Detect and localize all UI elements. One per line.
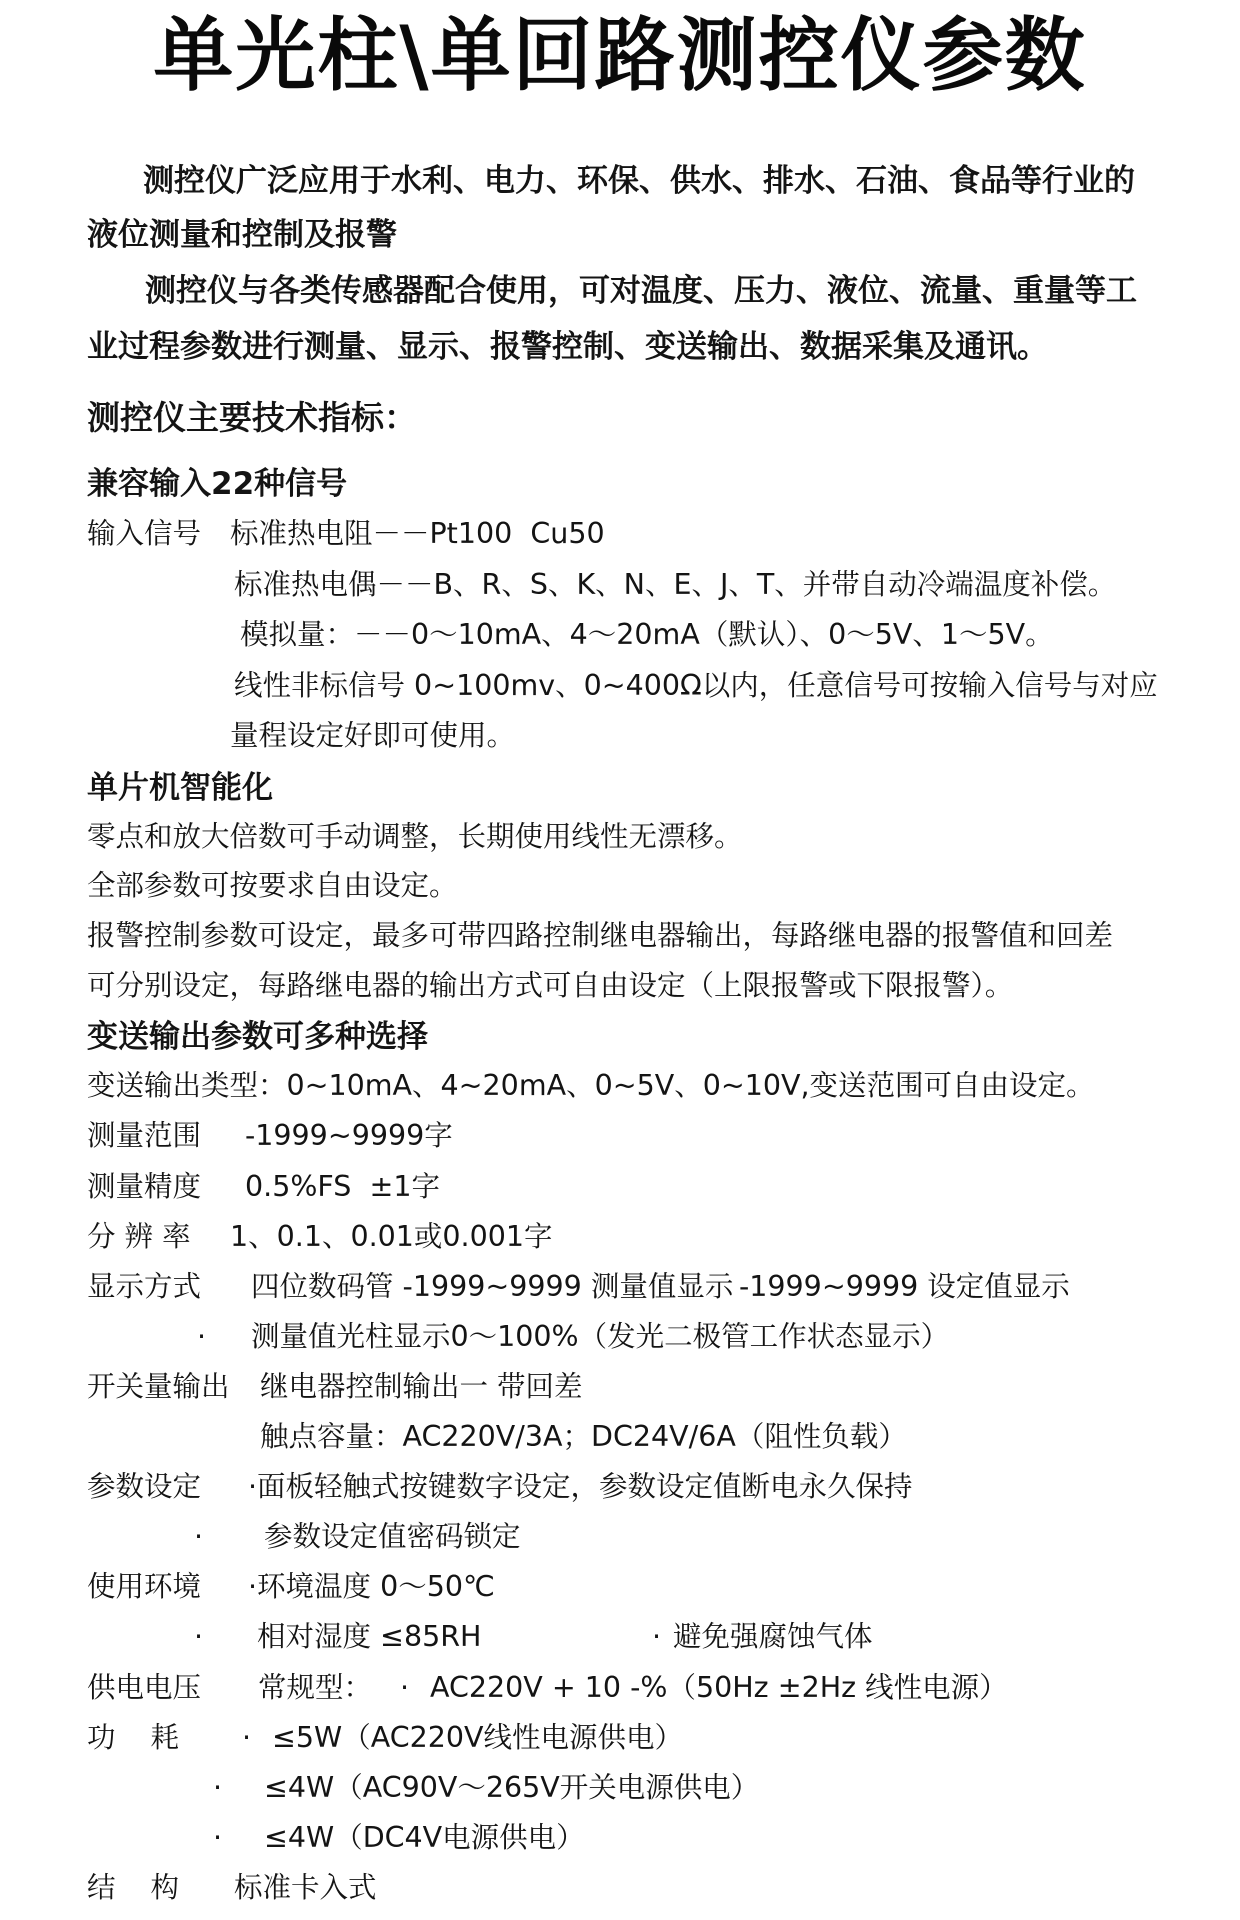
environment-value-3: 避免强腐蚀气体 [673, 1620, 873, 1653]
mcu-line-1: 零点和放大倍数可手动调整，长期使用线性无漂移。 [87, 820, 743, 853]
param-setting-bullet: · [194, 1520, 204, 1553]
display-value-a: 四位数码管 -1999~9999 测量值显示 [251, 1270, 734, 1303]
input-signal-line-2: 标准热电偶－－B、R、S、K、N、E、J、T、并带自动冷端温度补偿。 [234, 568, 1117, 601]
input-signal-label: 输入信号 [87, 517, 202, 550]
input-signal-line-5: 量程设定好即可使用。 [230, 719, 516, 752]
structure-value: 标准卡入式 [234, 1871, 377, 1904]
intro-line-3: 测控仪与各类传感器配合使用，可对温度、压力、液位、流量、重量等工 [145, 273, 1137, 309]
display-label: 显示方式 [87, 1270, 202, 1303]
accuracy-label: 测量精度 [87, 1170, 202, 1203]
consumption-value-2: ≤4W（AC90V～265V开关电源供电） [264, 1771, 760, 1804]
resolution-label: 分 辨 率 [87, 1220, 191, 1253]
input-signal-line-3: 模拟量：－－0～10mA、4～20mA（默认）、0～5V、1～5V。 [240, 618, 1054, 651]
display-value-b: -1999~9999 设定值显示 [739, 1270, 1070, 1303]
mcu-line-3: 报警控制参数可设定，最多可带四路控制继电器输出，每路继电器的报警值和回差 [87, 919, 1114, 952]
display-value-c: 测量值光柱显示0～100%（发光二极管工作状态显示） [251, 1320, 950, 1353]
param-setting-value-2: 参数设定值密码锁定 [264, 1520, 521, 1553]
consumption-label: 功 耗 [87, 1721, 180, 1754]
power-supply-value: AC220V + 10 -%（50Hz ±2Hz 线性电源） [430, 1671, 1008, 1704]
intro-line-1: 测控仪广泛应用于水利、电力、环保、供水、排水、石油、食品等行业的 [143, 163, 1135, 199]
environment-value-2: 相对湿度 ≤85RH [257, 1620, 482, 1653]
consumption-bullet-1: · [242, 1721, 252, 1754]
resolution-value: 1、0.1、0.01或0.001字 [230, 1220, 553, 1253]
switch-output-value: 继电器控制输出一 带回差 [260, 1370, 583, 1403]
param-setting-value: ·面板轻触式按键数字设定，参数设定值断电永久保持 [248, 1470, 913, 1503]
switch-output-label: 开关量输出 [87, 1370, 230, 1403]
display-bullet: · [197, 1320, 207, 1353]
power-supply-label: 供电电压 [87, 1671, 202, 1704]
input-signal-line-1: 标准热电阻－－Pt100 Cu50 [230, 517, 605, 550]
consumption-value-1: ≤5W（AC220V线性电源供电） [272, 1721, 683, 1754]
structure-label: 结 构 [87, 1871, 180, 1904]
spec-heading: 测控仪主要技术指标： [87, 398, 417, 437]
power-supply-bullet: · [400, 1671, 410, 1704]
input-section-heading: 兼容输入22种信号 [87, 466, 348, 502]
environment-bullet-2: · [652, 1620, 662, 1653]
param-setting-label: 参数设定 [87, 1470, 202, 1503]
switch-output-value-2: 触点容量：AC220V/3A；DC24V/6A（阻性负载） [260, 1420, 907, 1453]
page-title: 单光柱\单回路测控仪参数 [153, 9, 1087, 102]
mcu-section-heading: 单片机智能化 [87, 770, 273, 806]
transmit-section-heading: 变送输出参数可多种选择 [87, 1019, 428, 1055]
consumption-value-3: ≤4W（DC4V电源供电） [264, 1821, 585, 1854]
intro-line-4: 业过程参数进行测量、显示、报警控制、变送输出、数据采集及通讯。 [87, 329, 1048, 365]
input-signal-line-4: 线性非标信号 0~100mv、0~400Ω以内，任意信号可按输入信号与对应 [234, 669, 1158, 702]
power-supply-type: 常规型： [258, 1671, 373, 1704]
consumption-bullet-3: · [213, 1821, 223, 1854]
mcu-line-2: 全部参数可按要求自由设定。 [87, 869, 458, 902]
environment-label: 使用环境 [87, 1570, 202, 1603]
mcu-line-4: 可分别设定，每路继电器的输出方式可自由设定（上限报警或下限报警）。 [87, 969, 1014, 1002]
environment-value: ·环境温度 0～50℃ [248, 1570, 496, 1603]
intro-line-2: 液位测量和控制及报警 [87, 217, 397, 253]
transmit-line: 变送输出类型：0~10mA、4~20mA、0~5V、0~10V,变送范围可自由设定。 [87, 1069, 1095, 1102]
consumption-bullet-2: · [213, 1771, 223, 1804]
range-value: -1999~9999字 [245, 1119, 453, 1152]
environment-bullet-1: · [194, 1620, 204, 1653]
range-label: 测量范围 [87, 1119, 202, 1152]
accuracy-value: 0.5%FS ±1字 [245, 1170, 441, 1203]
